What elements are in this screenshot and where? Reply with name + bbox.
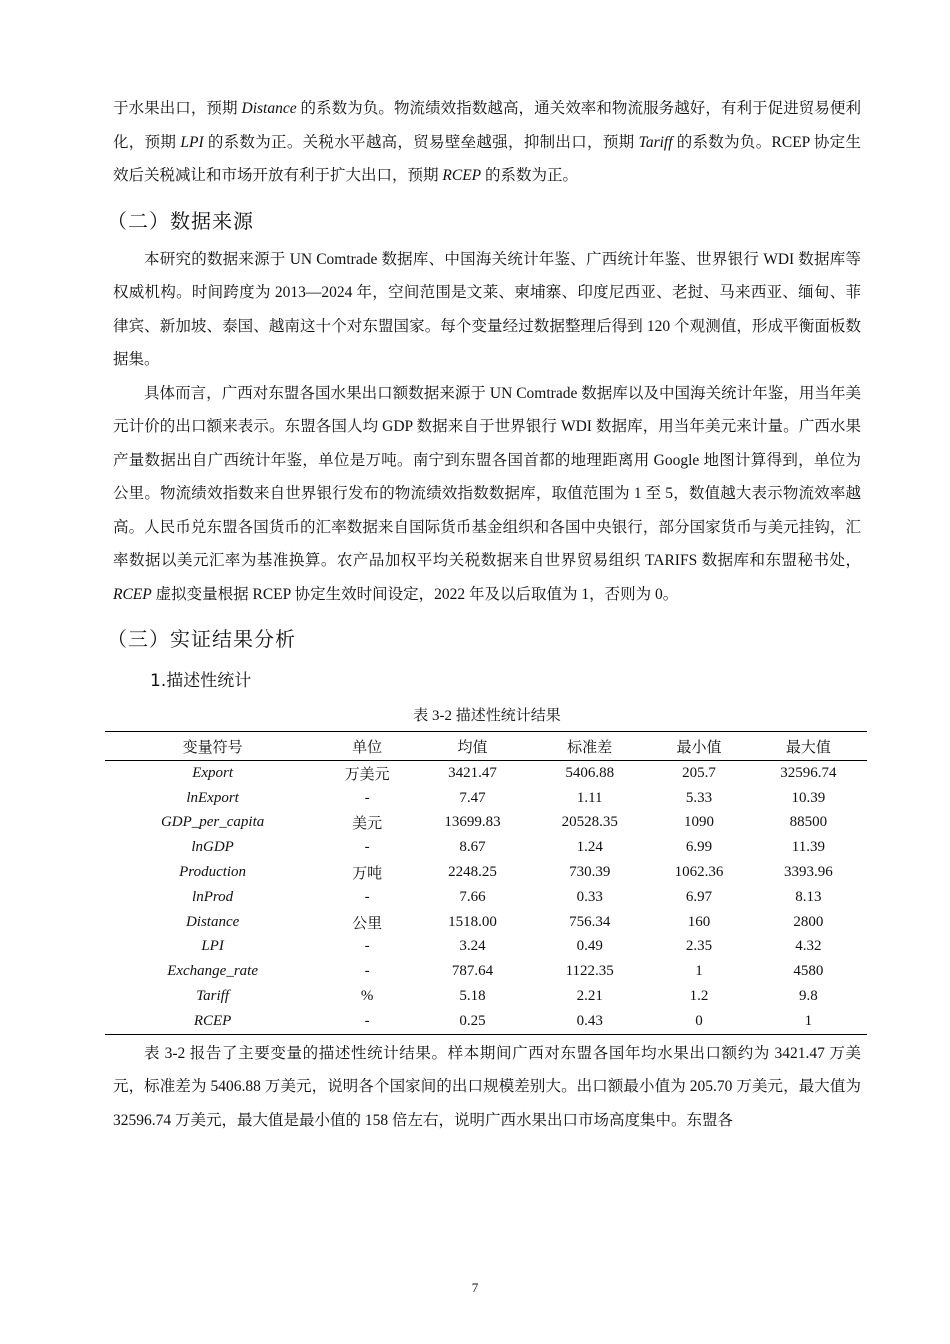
- table-row: [105, 786, 867, 811]
- paragraph-expectations: [113, 92, 861, 193]
- page-number: 7: [471, 1280, 479, 1295]
- column-header: 最大值: [750, 732, 867, 761]
- table-cell: 1122.35: [565, 963, 614, 980]
- table-cell: 32596.74: [780, 764, 837, 781]
- paragraph-data-sources: 本研究的数据来源于 UN Comtrade 数据库、中国海关统计年鉴、广西统计年鉴、世界银行 WDI 数据库等权威机构。时间跨度为 2013—2024 年，空间范围是文莱、柬埔寨、印度尼西亚、老挝、马来西亚、缅甸、菲律宾、新加坡、泰国、越南这十个对东盟国家。每个变量经过数据整理后得到 120 个观测值，形成平衡面板数据集。: [113, 250, 861, 368]
- column-header: 单位: [320, 732, 414, 761]
- table-cell: 0.33: [576, 888, 603, 905]
- table-cell: 1.24: [576, 839, 603, 856]
- table-cell: Exchange_rate: [167, 963, 258, 980]
- table-cell: 公里: [352, 915, 383, 932]
- column-header: 最小值: [648, 732, 750, 761]
- table-cell: 13699.83: [444, 814, 501, 831]
- table-cell: Export: [192, 764, 234, 781]
- table-cell: 1.2: [689, 988, 709, 1005]
- table-cell: 787.64: [451, 963, 494, 980]
- table-cell: -: [364, 888, 370, 905]
- table-cell: 4580: [793, 963, 824, 980]
- table-cell: Production: [179, 864, 247, 881]
- table-cell: 6.97: [685, 888, 713, 905]
- table-cell: 6.99: [685, 839, 713, 856]
- column-header: 变量符号: [105, 732, 320, 761]
- column-header: 标准差: [531, 732, 648, 761]
- section-heading-data-sources: （二）数据来源: [107, 208, 254, 233]
- table-cell: GDP_per_capita: [160, 814, 265, 831]
- variable-tariff: Tariff: [638, 133, 673, 151]
- table-cell: RCEP: [193, 1012, 232, 1029]
- variable-rcep: RCEP: [442, 167, 482, 184]
- table-cell: 万美元: [344, 766, 390, 783]
- table-cell: 7.47: [459, 789, 486, 806]
- table-cell: 5406.88: [565, 764, 615, 781]
- table-cell: 5.33: [685, 789, 713, 806]
- table-cell: 5.18: [459, 988, 486, 1005]
- table-row: [105, 910, 867, 935]
- table-cell: 160: [687, 913, 711, 930]
- table-cell: -: [364, 839, 370, 856]
- table-cell: 7.66: [459, 888, 486, 905]
- table-row: [105, 935, 867, 960]
- table-cell: 1062.36: [674, 864, 724, 881]
- table-cell: 3393.96: [784, 864, 833, 881]
- variable-distance: Distance: [241, 100, 297, 117]
- table-cell: 2800: [793, 913, 824, 930]
- table-cell: lnExport: [186, 789, 239, 806]
- table-row: [105, 984, 867, 1009]
- table-cell: 205.7: [682, 764, 716, 781]
- table-cell: -: [364, 938, 370, 955]
- table-cell: 0.43: [576, 1012, 603, 1029]
- descriptive-stats-table: [105, 731, 867, 1035]
- section-heading-empirical-results: （三）实证结果分析: [107, 627, 296, 651]
- table-cell: 0.25: [459, 1012, 486, 1029]
- table-cell: 2248.25: [448, 864, 497, 881]
- table-cell: 20528.35: [561, 814, 618, 831]
- text-run: 的系数为正。关税水平越高，贸易壁垒越强，抑制出口，预期: [203, 133, 639, 151]
- table-row: [105, 1009, 867, 1034]
- text-run: 的系数为负。RCEP 协定生效后关税减让和市场开放有利于扩大出口，预期: [113, 133, 861, 184]
- table-cell: LPI: [201, 938, 224, 955]
- table-row: [105, 860, 867, 885]
- table-caption: 表 3-2 描述性统计结果: [413, 708, 561, 724]
- table-cell: %: [360, 988, 374, 1005]
- paragraph-data-details: [113, 377, 861, 612]
- table-cell: 万吨: [352, 866, 383, 883]
- table-cell: 11.39: [791, 839, 825, 856]
- table-cell: 1518.00: [448, 913, 497, 930]
- table-cell: 8.67: [459, 839, 486, 856]
- table-cell: Tariff: [196, 988, 229, 1005]
- text-run: 的系数为负。物流绩效指数越高，通关效率和物流服务越好，有利于促进贸易便利化，预期: [113, 100, 861, 151]
- page-content: [107, 92, 861, 1137]
- table-cell: 1090: [684, 814, 715, 831]
- table-cell: 3.24: [459, 938, 486, 955]
- table-cell: 3421.47: [448, 764, 497, 781]
- table-cell: 1: [695, 963, 703, 980]
- table-row: [105, 761, 867, 786]
- table-cell: 4.32: [795, 938, 822, 955]
- table-cell: 2.21: [576, 988, 603, 1005]
- text-run: 虚拟变量根据 RCEP 协定生效时间设定，2022 年及以后取值为 1，否则为 0。: [151, 585, 679, 603]
- table-cell: 1: [804, 1012, 813, 1029]
- table-cell: 9.8: [799, 988, 818, 1005]
- table-cell: 88500: [789, 814, 828, 831]
- variable-lpi: LPI: [180, 133, 204, 151]
- table-cell: 756.34: [569, 913, 611, 930]
- text-run: 的系数为正。: [481, 167, 579, 184]
- text-run: 具体而言，广西对东盟各国水果出口额数据来源于 UN Comtrade 数据库以及中国海关统计年鉴，用当年美元计价的出口额来表示。东盟各国人均 GDP 数据来自于世界银行 WDI 数据库，用当年美元来计量。广西水果产量数据出自广西统计年鉴，单位是万吨。南宁到东盟各国首都的地理距离用 Google 地图计算得到，单位为公里。物流绩效指数来自世界银行发布的物流绩效指数数据库，取值范围为 1 至 5，数值越大表示物流效率越高。人民币兑东盟各国货币的汇率数据来自国际货币基金组织和各国中央银行，部分国家货币与美元挂钩，汇率数据以美元汇率为基准换算。农产品加权平均关税数据来自世界贸易组织 TARIFS 数据库和东盟秘书处，: [113, 384, 861, 569]
- table-cell: 0.49: [576, 938, 603, 955]
- table-cell: 10.39: [791, 789, 826, 806]
- table-cell: -: [364, 1012, 370, 1029]
- table-cell: -: [364, 963, 370, 980]
- variable-rcep: RCEP: [113, 585, 152, 603]
- column-header: 均值: [414, 732, 531, 761]
- paragraph-stats-discussion: 表 3-2 报告了主要变量的描述性统计结果。样本期间广西对东盟各国年均水果出口额约为 3421.47 万美元，标准差为 5406.88 万美元，说明各个国家间的出口规模差别大。出口额最小值为 205.70 万美元，最大值为 32596.74 万美元，最大值是最小值的 158 倍左右，说明广西水果出口市场高度集中。东盟各: [113, 1044, 861, 1129]
- table-cell: Distance: [185, 913, 240, 930]
- subsection-heading-descriptive-stats: 1.描述性统计: [150, 671, 252, 691]
- text-run: 于水果出口，预期: [113, 100, 242, 117]
- table-cell: -: [364, 789, 370, 806]
- table-cell: 2.35: [685, 938, 713, 955]
- table-cell: 美元: [352, 816, 383, 833]
- table-header-row: [105, 732, 867, 761]
- table-row: [105, 959, 867, 984]
- table-row: [105, 885, 867, 910]
- table-cell: 1.11: [576, 789, 603, 806]
- table-cell: lnGDP: [191, 839, 234, 856]
- table-cell: 8.13: [795, 888, 822, 905]
- table-cell: 0: [695, 1012, 703, 1029]
- table-row: [105, 835, 867, 860]
- table-cell: lnProd: [192, 888, 234, 905]
- table-cell: 730.39: [569, 864, 611, 881]
- table-row: [105, 811, 867, 836]
